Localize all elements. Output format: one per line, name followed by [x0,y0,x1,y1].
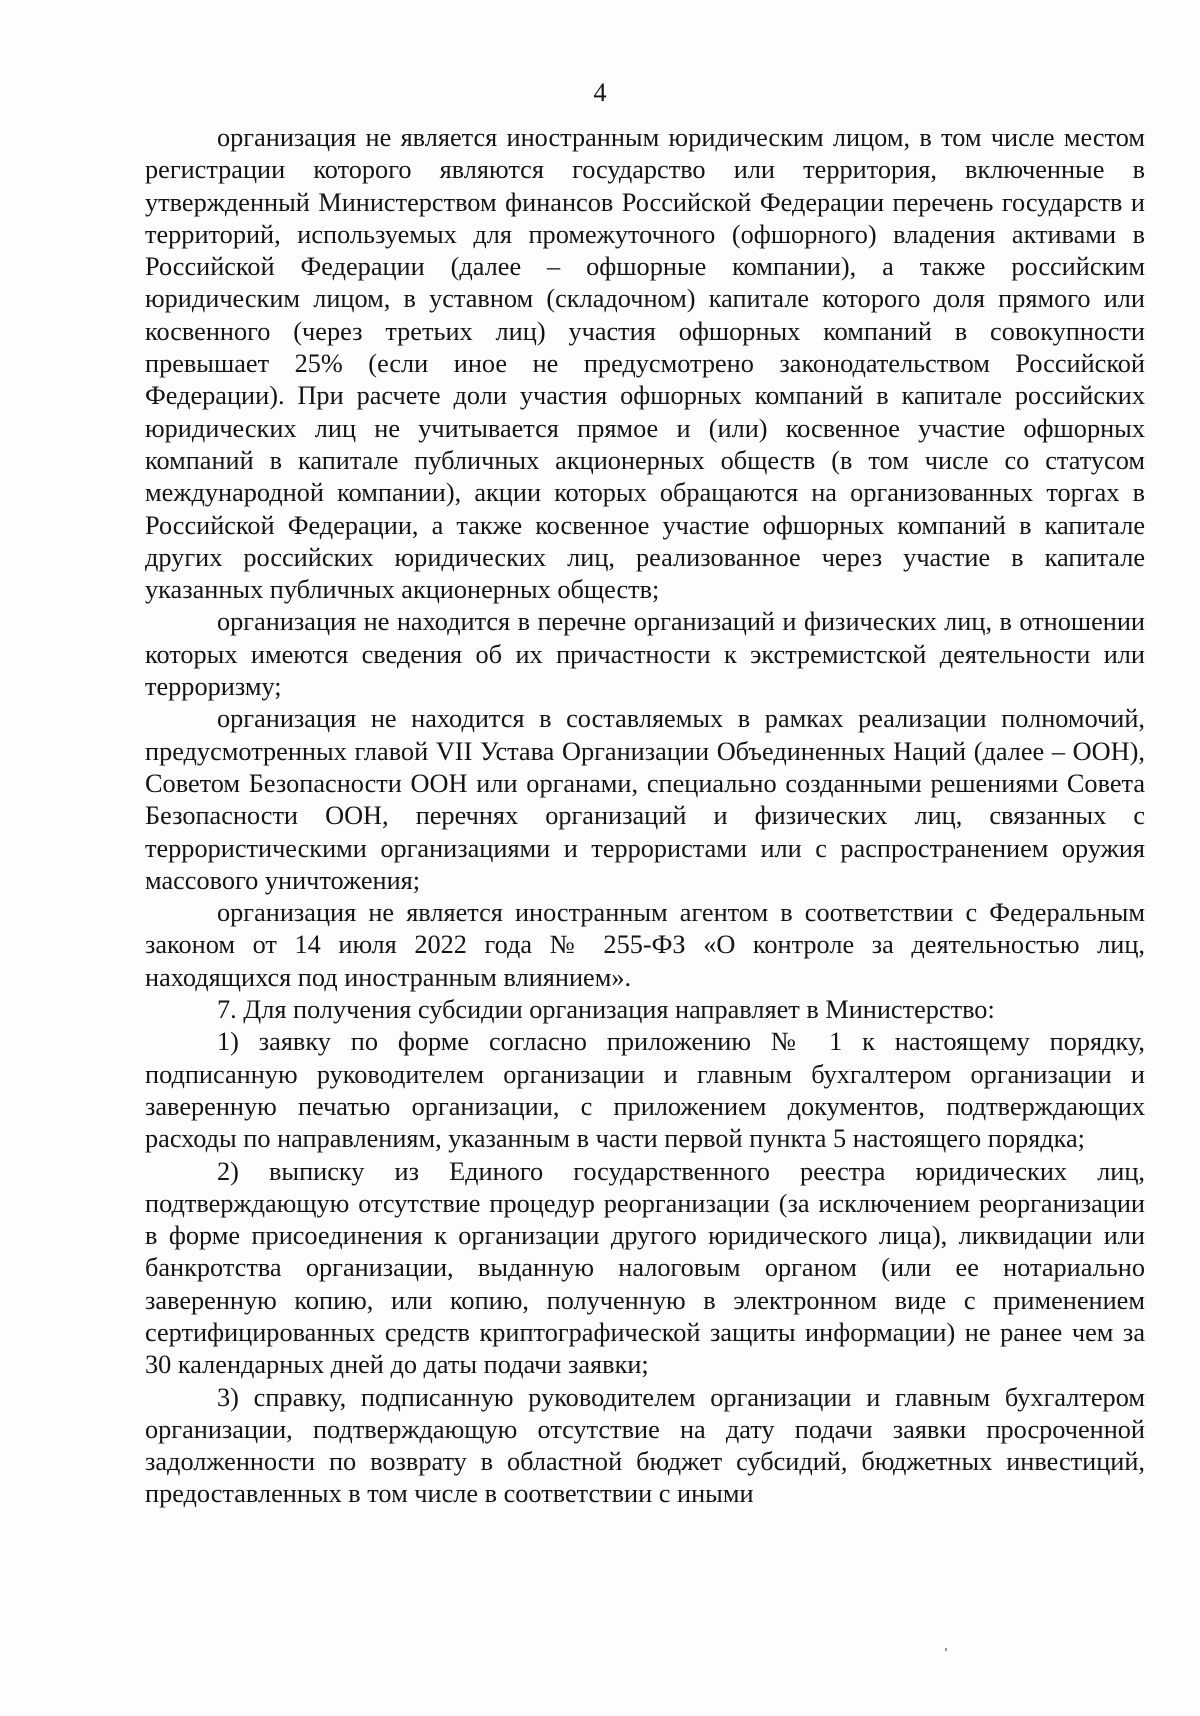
paragraph-offshore-condition: организация не является иностранным юридическим лицом, в том числе местом регистрации которого являются государство или территория, включенные в утвержденный Министерством финансов Российской Федерации перечень государств и территорий, используемых для промежуточного (офшорного) владения активами в Российской Федерации (далее – офшорные компании), а также российским юридическим лицом, в уставном (складочном) капитале которого доля прямого или косвенного (через третьих лиц) участия офшорных компаний в совокупности превышает 25% (если иное не предусмотрено законодательством Российской Федерации). При расчете доли участия офшорных компаний в капитале российских юридических лиц не учитывается прямое и (или) косвенное участие офшорных компаний в капитале публичных акционерных обществ (в том числе со статусом международной компании), акции которых обращаются на организованных торгах в Российской Федерации, а также косвенное участие офшорных компаний в капитале других российских юридических лиц, реализованное через участие в капитале указанных публичных акционерных обществ; [145,123,1145,605]
paragraph-item-2-registry-extract: 2) выписку из Единого государственного реестра юридических лиц, подтверждающую отсутствие процедур реорганизации (за исключением реорганизации в форме присоединения к организации другого юридического лица), ликвидации или банкротства организации, выданную налоговым органом (или ее нотариально заверенную копию, или копию, полученную в электронном виде с применением сертифицированных средств криптографической защиты информации) не ранее чем за 30 календарных дней до даты подачи заявки; [145,1156,1145,1380]
page-number: 4 [593,78,607,107]
paragraph-item-1-application: 1) заявку по форме согласно приложению № 1 к настоящему порядку, подписанную руководителем организации и главным бухгалтером организации и заверенную печатью организации, с приложением документов, подтверждающих расходы по направлениям, указанным в части первой пункта 5 настоящего порядка; [145,1027,1145,1154]
paragraph-item-3-certificate: 3) справку, подписанную руководителем организации и главным бухгалтером организации, подтверждающую отсутствие на дату подачи заявки просроченной задолженности по возврату в областной бюджет субсидий, бюджетных инвестиций, предоставленных в том числе в соответствии с иными [145,1382,1145,1509]
paragraph-section-7-intro: 7. Для получения субсидии организация направляет в Министерство: [217,995,995,1025]
paragraph-un-sanctions-condition: организация не находится в составляемых в рамках реализации полномочий, предусмотренных главой VII Устава Организации Объединенных Наций (далее – ООН), Советом Безопасности ООН или органами, специально созданными решениями Совета Безопасности ООН, перечнях организаций и физических лиц, связанных с террористическими организациями и террористами или с распространением оружия массового уничтожения; [145,704,1145,895]
paragraph-extremism-condition: организация не находится в перечне организаций и физических лиц, в отношении которых имеются сведения об их причастности к экстремистской деятельности или терроризму; [145,607,1145,702]
paragraph-foreign-agent-condition: организация не является иностранным агентом в соответствии с Федеральным законом от 14 июля 2022 года № 255-ФЗ «О контроле за деятельностью лиц, находящихся под иностранным влиянием». [145,898,1145,992]
scan-speck [945,1648,947,1651]
document-body [145,122,1145,1511]
